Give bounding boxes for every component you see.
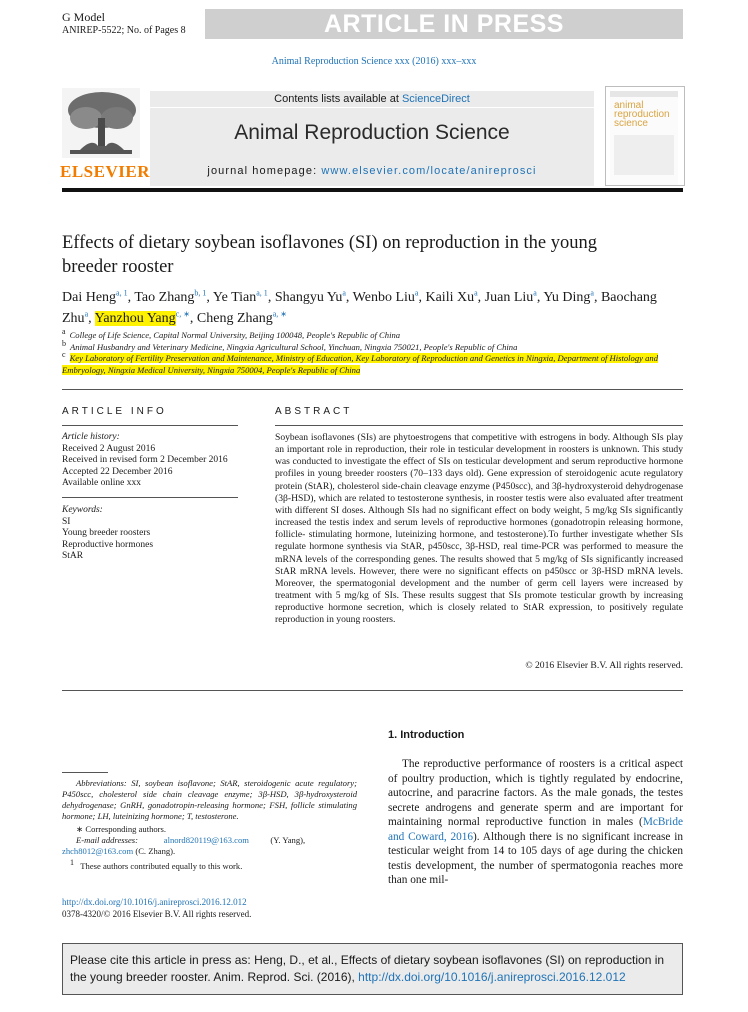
author-affiliation-mark[interactable]: a, ∗ [272, 309, 288, 319]
footnote-mark: 1 [70, 858, 74, 868]
article-info-heading: ARTICLE INFO [62, 406, 167, 417]
citation-link[interactable]: McBride and Coward, 2016 [388, 816, 683, 843]
author [275, 290, 346, 305]
abbrev-text: Abbreviations: SI, soybean isoflavone; StAR, steroidogenic acute regulatory; P450scc, cholesterol side chain cleavage enzyme; 3β-HSD, 3β-hydroxysteroid dehydrogenase; GnRH, gonadotropin-releasing hormone; FSH, follicle stimulating hormone; LH, luteinizing hormone; T, testosterone. [62, 778, 357, 821]
author [353, 290, 419, 305]
contents-prefix: Contents lists available at [274, 93, 402, 105]
introduction-heading: 1. Introduction [388, 729, 465, 741]
journal-title: Animal Reproduction Science [234, 121, 510, 144]
affiliation [62, 327, 682, 342]
author-name: Dai Heng [62, 290, 117, 305]
author-affiliation-mark[interactable]: a [533, 288, 537, 298]
email-owner-1: (Y. Yang), [270, 835, 306, 845]
keywords-label: Keywords: [62, 505, 103, 515]
journal-homepage [150, 165, 594, 177]
divider [62, 690, 683, 691]
corresponding-footnote: ∗ Corresponding authors. [76, 824, 167, 834]
header-rule [62, 188, 683, 192]
history-item: Accepted 22 December 2016 [62, 466, 173, 477]
author-affiliation-mark[interactable]: a [474, 288, 478, 298]
cover-word-2: reproduction [614, 109, 670, 120]
homepage-link[interactable]: www.elsevier.com/locate/anireprosci [321, 165, 537, 177]
author-name: Tao Zhang [134, 290, 195, 305]
abstract-copyright: © 2016 Elsevier B.V. All rights reserved. [525, 660, 683, 671]
affiliation-mark: b [62, 338, 66, 348]
email-label: E-mail addresses: [76, 835, 138, 845]
affiliation-text: Animal Husbandry and Veterinary Medicine, Ningxia Agricultural School, Yinchuan, Ningxia 750021, People's Republic of China [70, 341, 518, 352]
keyword-item: Young breeder roosters [62, 528, 151, 538]
affiliation-mark: c [62, 350, 66, 360]
author-name: Juan Liu [484, 290, 534, 305]
author-affiliation-mark[interactable]: b, 1 [194, 288, 207, 298]
history-item: Received 2 August 2016 [62, 443, 156, 454]
author-name: Yu Ding [543, 290, 591, 305]
email-link-2[interactable]: zhch8012@163.com [62, 846, 134, 856]
article-in-press-banner: ARTICLE IN PRESS [205, 9, 683, 39]
author [425, 290, 477, 305]
author [62, 290, 128, 305]
footnote-rule [62, 772, 108, 773]
author-list: Dai Heng$^{a, 1}$, Tao Zhang$^{b, 1}$, Ye Tian$^{a, 1}$, Shangyu Yu$^a$, Wenbo Liu$^a$, Kaili Xu$^a$, Juan Liu$^a$, Yu Ding$^a$, Baochang Zhu$^a$, Yanzhou Yang$^{c, ∗}$, Cheng Zhang$^{a, ∗}$ [62, 288, 657, 326]
author [485, 290, 537, 305]
author-name: Cheng Zhang [196, 311, 273, 326]
author [134, 290, 206, 305]
sciencedirect-link[interactable]: ScienceDirect [401, 93, 470, 105]
cover-word-3: science [614, 118, 648, 129]
author-affiliation-mark[interactable]: a [414, 288, 419, 298]
keyword-item: StAR [62, 551, 84, 561]
article-title: Effects of dietary soybean isoflavones (SI) on reproduction in the young breeder rooster [62, 233, 597, 277]
author-name: Ye Tian [212, 290, 257, 305]
history-item: Available online xxx [62, 478, 141, 488]
doi-block [62, 896, 251, 920]
contents-line [150, 91, 594, 107]
introduction-text [388, 757, 683, 888]
intro-text-part: The reproductive performance of roosters is a critical aspect of poultry production, which is tightly regulated by endocrine, autocrine, and paracrine factors. As the male gonads, the testes secrete androgens and generate sperm and are important for maintaining normal reproductive function in males ( [388, 758, 683, 828]
keyword-item: Reproductive hormones [62, 539, 154, 550]
elsevier-tree-logo-icon [62, 88, 140, 158]
author-affiliation-mark[interactable]: c, ∗ [175, 309, 190, 319]
author-name: Yanzhou Yang [94, 311, 176, 326]
author-name: Shangyu Yu [274, 290, 343, 305]
issn-line: 0378-4320/© 2016 Elsevier B.V. All rights reserved. [62, 909, 252, 919]
author [213, 290, 268, 305]
affiliation-mark: a [62, 327, 66, 337]
divider [62, 389, 683, 390]
affiliation [62, 350, 682, 376]
author-affiliation-mark[interactable]: a, 1 [256, 288, 268, 298]
affiliation-text: College of Life Science, Capital Normal University, Beijing 100048, People's Republic of China [69, 330, 401, 340]
equal-text: These authors contributed equally to this work. [80, 861, 243, 871]
model-label: G Model [62, 10, 105, 24]
author-name: Wenbo Liu [352, 290, 415, 305]
author [197, 311, 287, 326]
email-footnote-cont [62, 846, 357, 857]
manuscript-id: ANIREP-5522; No. of Pages 8 [62, 25, 186, 36]
email-footnote [62, 835, 357, 846]
author-affiliation-mark[interactable]: a [342, 288, 346, 298]
divider [62, 425, 238, 426]
author-affiliation-mark[interactable]: a, 1 [116, 288, 128, 298]
affiliations [62, 327, 682, 376]
keywords [62, 505, 242, 563]
keyword-item: SI [62, 516, 71, 527]
history-label: Article history: [62, 432, 120, 442]
divider [275, 425, 683, 426]
cite-prefix: Please cite this article in press as: Heng, D., et al., Effects of dietary soybean isoflavones (SI) on reproduction in the young breeder rooster. Anim. Reprod. Sci. (2016), [70, 953, 665, 984]
abstract-heading: ABSTRACT [275, 406, 353, 417]
author [543, 290, 594, 305]
equal-contribution-footnote [62, 858, 357, 872]
author-name: Kaili Xu [425, 290, 475, 305]
email-owner-2: (C. Zhang). [135, 846, 176, 856]
abstract-text: Soybean isoflavones (SIs) are phytoestrogens that competitive with estrogens in body. Although SIs play an important role in reproduction, their role in testicular development in roosters is unknown. This study was conducted to investigate the effect of SIs on testicular development and serum reproductive hormone profiles in young breeder roosters (70–133 days old). Gene expression of steroidogenic acute regulatory protein (StAR), cholesterol side-chain cleavage enzyme (P450scc), and 3β-hydroxysteroid dehydrogenase (3β-HSD), which are related to testosterone synthesis, in rooster testis were also evaluated after treatment with different SI doses. Although SIs had no significant effect on body weight, 5 mg/kg SIs significantly increased the testis index and serum levels of reproductive hormones (gonadotropin releasing hormone, follicle- stimulating hormone, luteinizing hormone, and testosterone).To further investigate whether SIs regulate hormone synthesis via StAR, p450scc, 3β-HSD, real time-PCR was performed to measure the mRNA levels of the corresponding genes. The results showed that 5 mg/kg of SIs significantly increased StAR mRNA levels. However, there were no significant effects on p450scc or 3β-HSD mRNA levels. Moreover, the spermatogonial development and the number of germ cell layers were increased by treatment with 5 mg/kg of SIs. These results suggest that SIs promote testicular growth by increasing reproductive hormone secretion, which is closely related to StAR expression, to positively regulate reproduction in young roosters. [275, 432, 683, 626]
homepage-prefix: journal homepage: [207, 165, 322, 177]
email-link-1[interactable]: alnord820119@163.com [163, 835, 249, 845]
affiliation-text: Key Laboratory of Fertility Preservation and Maintenance, Ministry of Education, Key Laboratory of Reproduction and Genetics in Ningxia, Department of Histology and Embryology, Ningxia Medical University, Ningxia 750004, People's Republic of China [62, 353, 658, 375]
cite-doi-link[interactable]: http://dx.doi.org/10.1016/j.anireprosci.2016.12.012 [358, 970, 626, 984]
abbreviations-footnote [62, 778, 357, 822]
divider [62, 497, 238, 498]
journal-cover-thumbnail [605, 86, 685, 186]
author [95, 311, 190, 326]
doi-link[interactable]: http://dx.doi.org/10.1016/j.anireprosci.2016.12.012 [62, 897, 247, 907]
history-item: Received in revised form 2 December 2016 [62, 455, 228, 465]
article-history [62, 432, 242, 490]
author-affiliation-mark[interactable]: a [590, 288, 594, 298]
elsevier-wordmark: ELSEVIER [60, 162, 150, 181]
author-affiliation-mark[interactable]: a [84, 309, 89, 319]
cover-word-1: animal [614, 100, 644, 111]
citation-text [70, 952, 678, 986]
affiliation [62, 338, 682, 354]
journal-reference-link[interactable]: Animal Reproduction Science xxx (2016) xxx–xxx [271, 56, 477, 67]
footnotes [62, 778, 357, 872]
intro-text-part: ). Although there is no significant increase in testicular weight from 14 to 105 days of age during the chicken testis development, the number of spermatogonia reaches more than one mil- [388, 830, 683, 886]
author-name: Baochang Zhu [62, 290, 657, 326]
